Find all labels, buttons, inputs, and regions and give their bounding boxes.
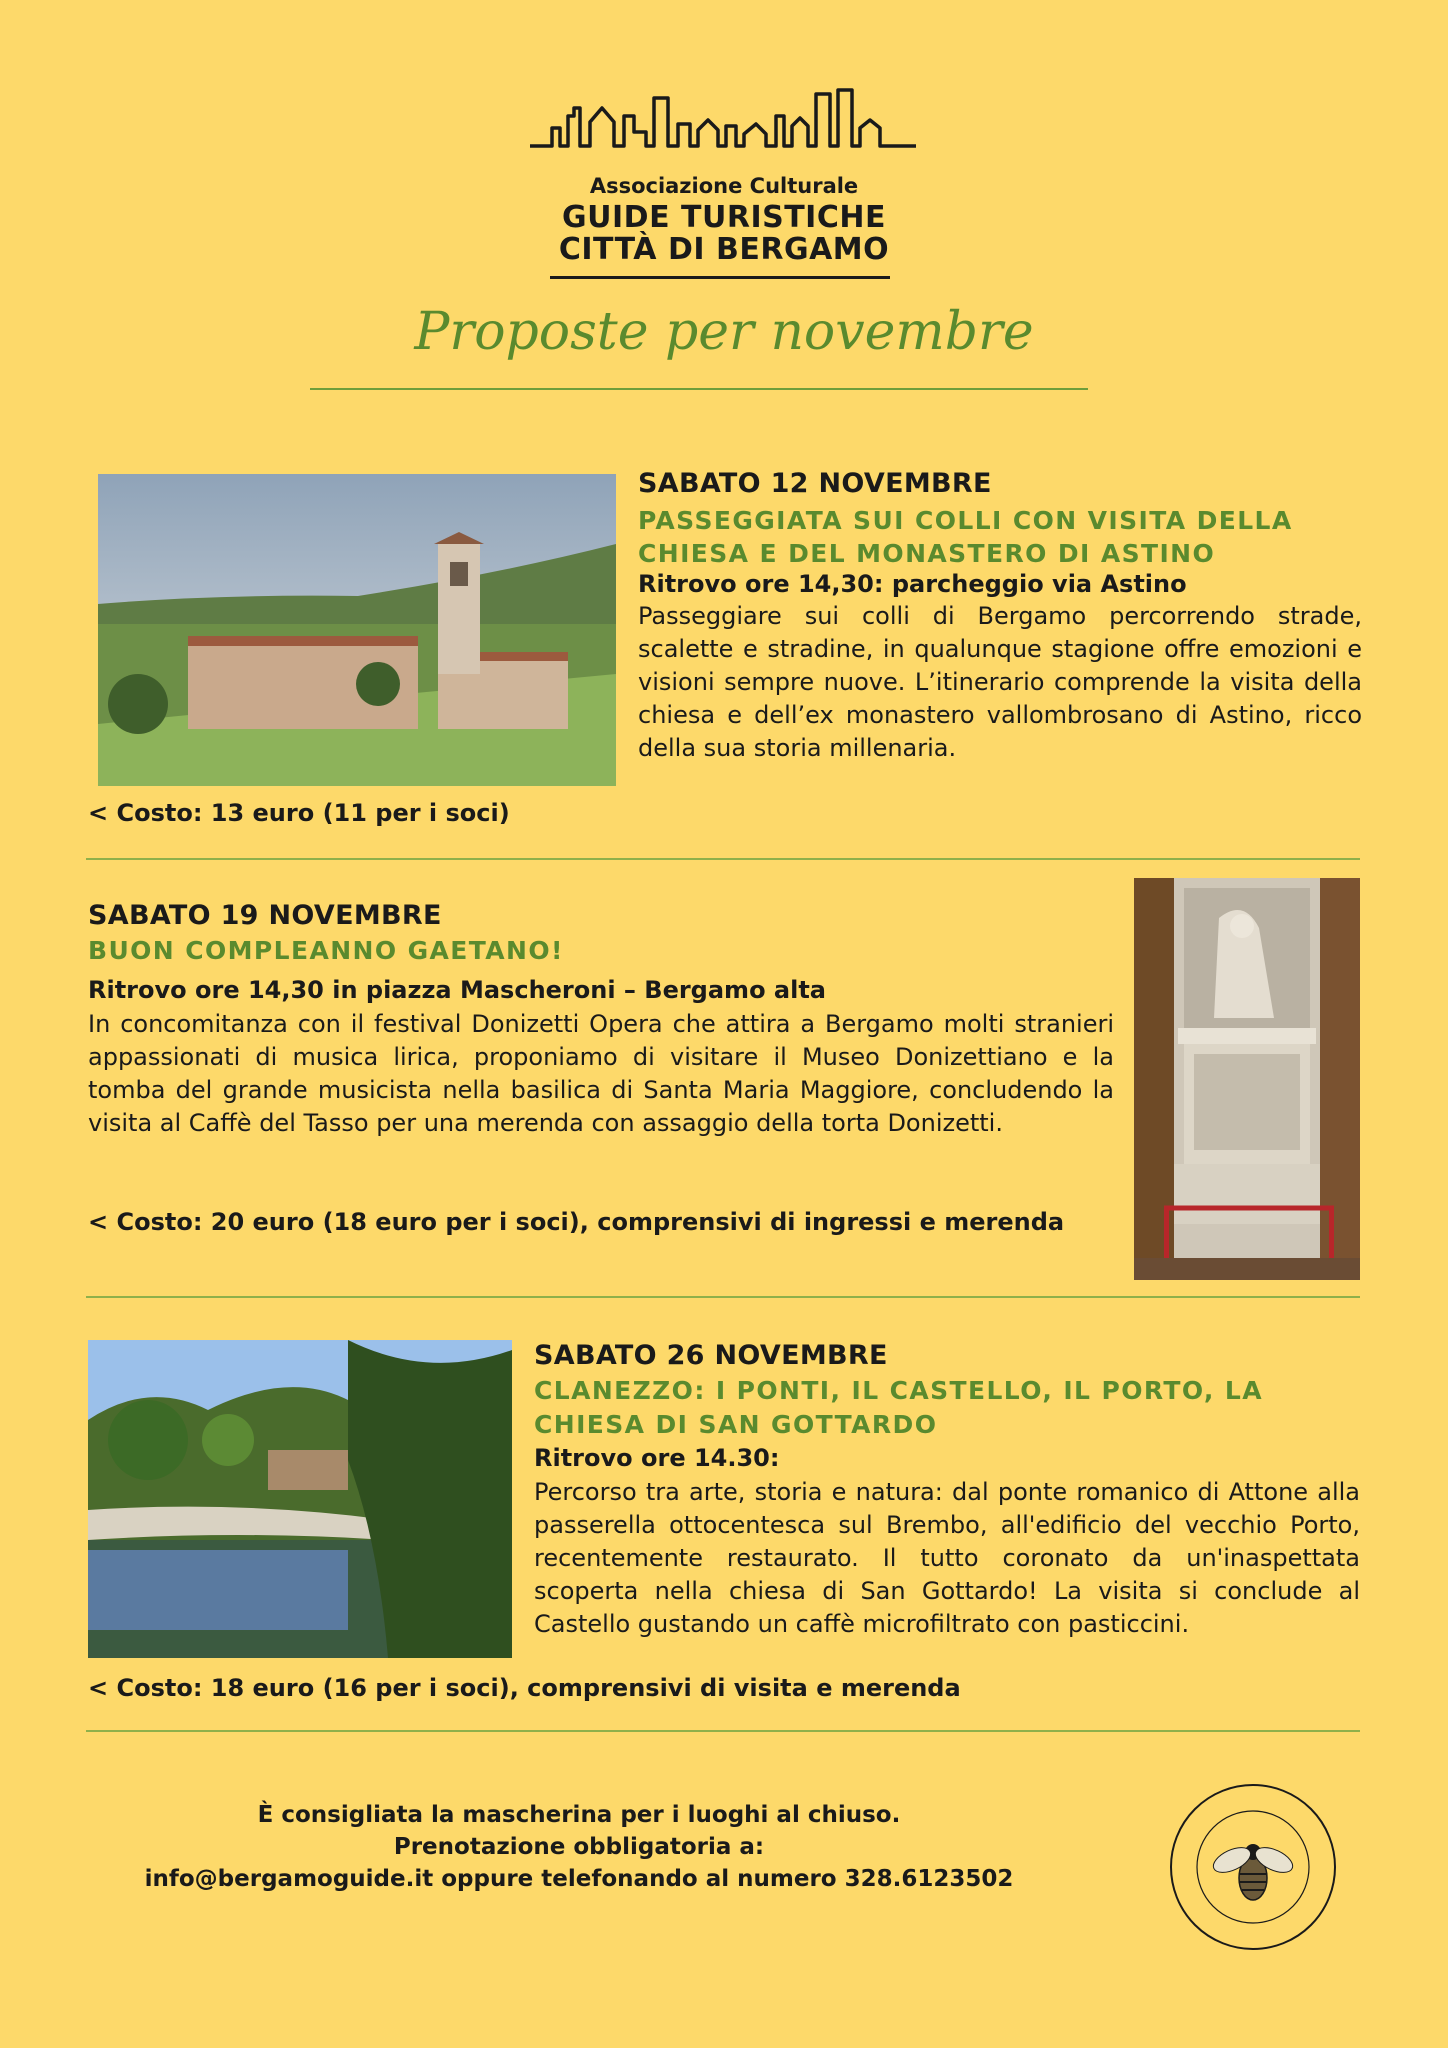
event-1-meeting: Ritrovo ore 14,30: parcheggio via Astino [638, 570, 1187, 598]
event-3-title-line-2: CHIESA DI SAN GOTTARDO [534, 1410, 938, 1439]
beepathnet-stamp-icon [1168, 1782, 1338, 1952]
event-3-cost: < Costo: 18 euro (16 per i soci), comprensivi di visita e merenda [88, 1674, 961, 1702]
donizetti-tomb-photo [1134, 878, 1360, 1280]
astino-monastery-photo [98, 474, 616, 786]
event-1-title-line-2: CHIESA E DEL MONASTERO DI ASTINO [638, 539, 1216, 568]
footer-booking-note: Prenotazione obbligatoria a: [393, 1834, 765, 1860]
org-line-3: CITTÀ DI BERGAMO [558, 232, 890, 267]
event-1-cost: < Costo: 13 euro (11 per i soci) [88, 799, 510, 827]
event-2-title: BUON COMPLEANNO GAETANO! [88, 936, 564, 965]
title-divider [310, 388, 1088, 390]
logo-underline [550, 276, 890, 279]
page-title: Proposte per novembre [414, 302, 1034, 362]
clanezzo-river-photo [88, 1340, 512, 1658]
event-1-description: Passeggiare sui colli di Bergamo percorrendo strade, scalette e stradine, in qualunque stagione offre emozioni e visioni sempre nuove. L’itinerario comprende la visita della chiesa e dell’ex monastero vallombrosano di Astino, ricco della sua storia millenaria. [638, 602, 1362, 762]
org-line-2: GUIDE TURISTICHE [562, 200, 886, 235]
divider [86, 1730, 1360, 1732]
event-2-meeting: Ritrovo ore 14,30 in piazza Mascheroni – Bergamo alta [88, 976, 826, 1004]
event-2-description: In concomitanza con il festival Donizetti Opera che attira a Bergamo molti stranieri appassionati di musica lirica, proponiamo di visitare il Museo Donizettiano e la tomba del grande musicista nella basilica di Santa Maria Maggiore, concludendo la visita al Caffè del Tasso per una merenda con assaggio della torta Donizetti. [88, 1010, 1114, 1137]
divider [86, 1296, 1360, 1298]
footer-contact: info@bergamoguide.it oppure telefonando al numero 328.6123502 [144, 1866, 1014, 1892]
footer-mask-note: È consigliata la mascherina per i luoghi al chiuso. [257, 1802, 901, 1828]
event-3-title-line-1: CLANEZZO: I PONTI, IL CASTELLO, IL PORTO, LA [534, 1376, 1264, 1405]
event-3-date: SABATO 26 NOVEMBRE [534, 1340, 888, 1371]
divider [86, 858, 1360, 860]
event-1-title-line-1: PASSEGGIATA SUI COLLI CON VISITA DELLA [638, 506, 1293, 535]
event-2-date: SABATO 19 NOVEMBRE [88, 900, 442, 931]
event-3-description: Percorso tra arte, storia e natura: dal ponte romanico di Attone alla passerella ottocentesca sul Brembo, all'edificio del vecchio Porto, recentemente restaurato. Il tutto coronato da un'inaspettata scoperta nella chiesa di San Gottardo! La visita si conclude al Castello gustando un caffè microfiltrato con pasticcini. [534, 1478, 1360, 1638]
skyline-logo-icon [530, 86, 916, 158]
org-line-1: Associazione Culturale [589, 174, 859, 198]
event-3-meeting: Ritrovo ore 14.30: [534, 1444, 780, 1472]
event-2-cost: < Costo: 20 euro (18 euro per i soci), comprensivi di ingressi e merenda [88, 1208, 1065, 1236]
event-1-date: SABATO 12 NOVEMBRE [638, 468, 992, 499]
